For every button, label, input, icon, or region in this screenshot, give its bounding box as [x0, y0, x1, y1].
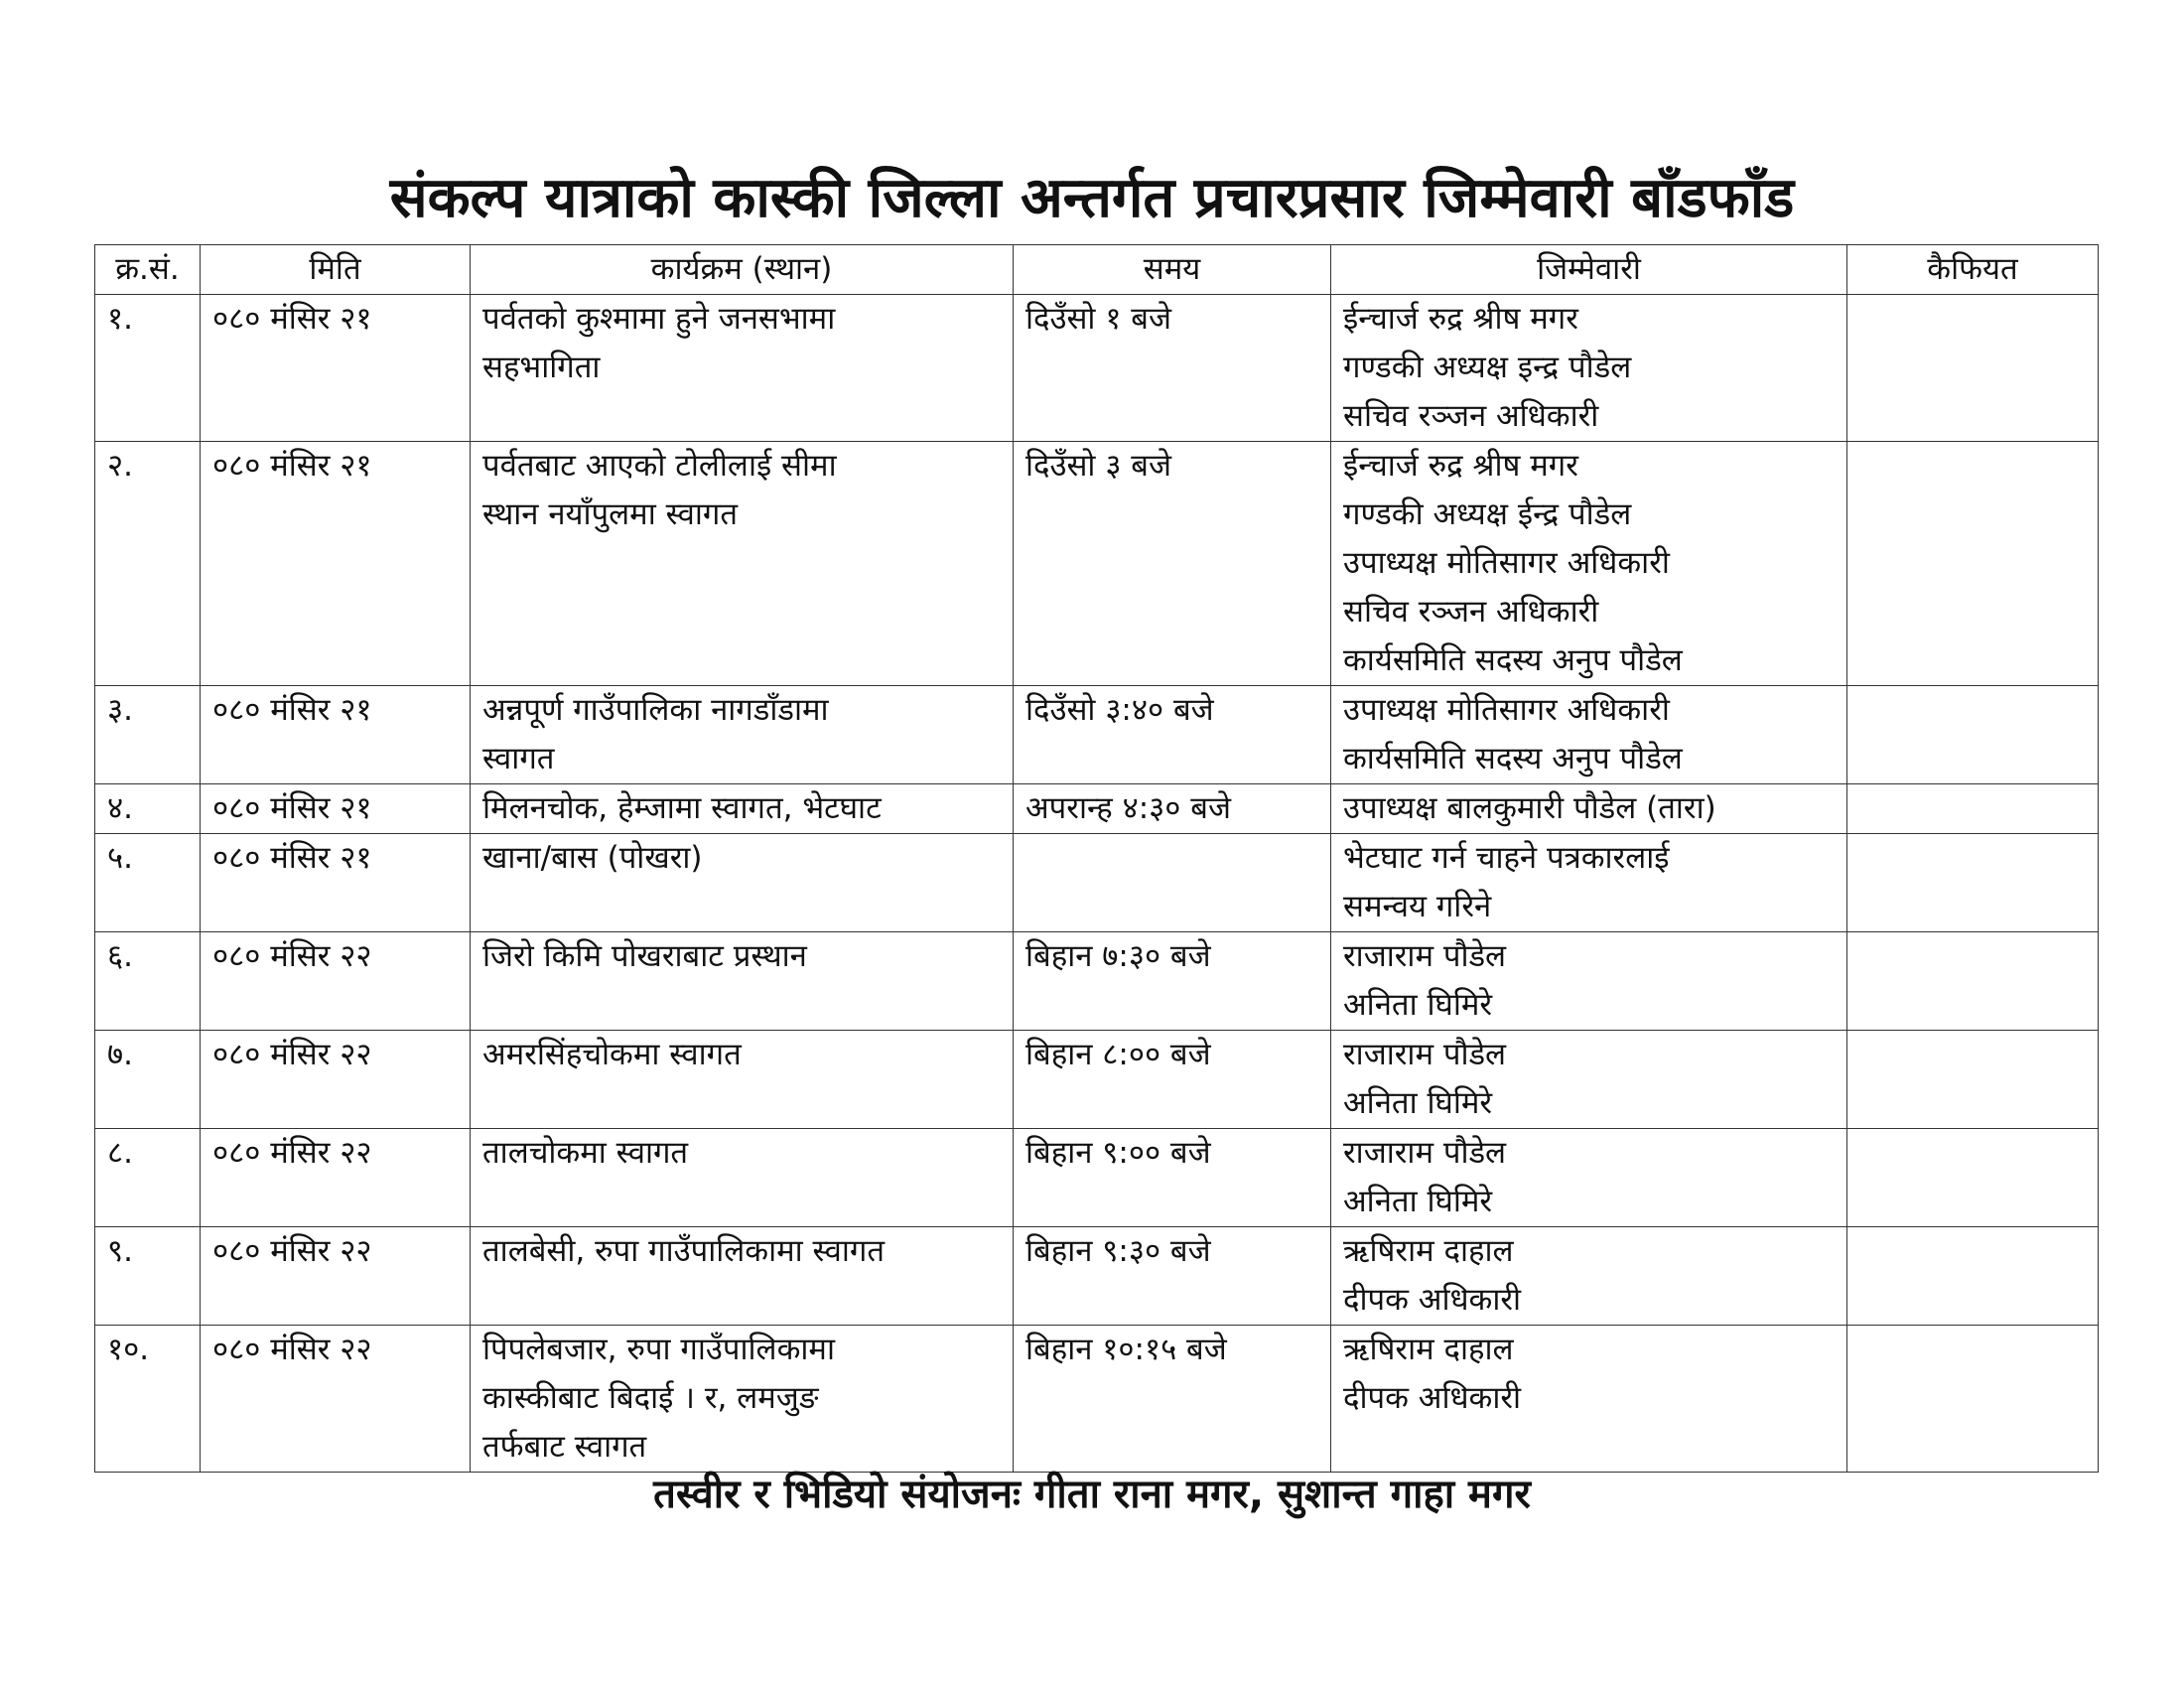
responsibility-cell — [1331, 784, 1847, 834]
time-cell: बिहान ९:३० बजे — [1014, 1227, 1331, 1326]
program-cell — [471, 834, 1014, 932]
serial-cell: ९. — [95, 1227, 201, 1326]
serial-cell: १०. — [95, 1326, 201, 1473]
time-cell: बिहान १०:१५ बजे — [1014, 1326, 1331, 1473]
program-line: अमरसिंहचोकमा स्वागत — [482, 1037, 742, 1072]
responsibility-cell — [1331, 1326, 1847, 1473]
serial-cell: २. — [95, 442, 201, 686]
program-line: तालचोकमा स्वागत — [482, 1135, 689, 1171]
schedule-table — [94, 244, 2099, 1473]
responsibility-line: कार्यसमिति सदस्य अनुप पौडेल — [1343, 642, 1683, 678]
header-date: मिति — [201, 245, 471, 295]
responsibility-cell — [1331, 1129, 1847, 1227]
responsibility-cell — [1331, 686, 1847, 784]
responsibility-line: सचिव रञ्जन अधिकारी — [1343, 594, 1599, 630]
date-cell: ०८० मंसिर २२ — [201, 932, 471, 1031]
responsibility-line: गण्डकी अध्यक्ष इन्द्र पौडेल — [1343, 350, 1632, 385]
date-cell: ०८० मंसिर २२ — [201, 1227, 471, 1326]
time-cell — [1014, 834, 1331, 932]
page-title: संकल्प यात्राको कास्की जिल्ला अन्तर्गत प्रचारप्रसार जिम्मेवारी बाँडफाँड — [389, 166, 1795, 230]
responsibility-line: उपाध्यक्ष मोतिसागर अधिकारी — [1343, 545, 1670, 581]
date-cell: ०८० मंसिर २१ — [201, 784, 471, 834]
time-cell: अपरान्ह ४:३० बजे — [1014, 784, 1331, 834]
table-row — [95, 686, 2099, 784]
responsibility-line: राजाराम पौडेल — [1343, 1135, 1507, 1171]
table-row — [95, 1031, 2099, 1129]
remarks-cell — [1847, 1227, 2099, 1326]
remarks-cell — [1847, 784, 2099, 834]
responsibility-line: ईन्चार्ज रुद्र श्रीष मगर — [1343, 301, 1578, 337]
date-cell: ०८० मंसिर २२ — [201, 1129, 471, 1227]
responsibility-cell — [1331, 932, 1847, 1031]
program-line: जिरो किमि पोखराबाट प्रस्थान — [482, 938, 807, 974]
table-row — [95, 442, 2099, 686]
table-row — [95, 834, 2099, 932]
responsibility-line: सचिव रञ्जन अधिकारी — [1343, 398, 1599, 434]
time-cell: बिहान ७:३० बजे — [1014, 932, 1331, 1031]
responsibility-line: राजाराम पौडेल — [1343, 1037, 1507, 1072]
responsibility-cell — [1331, 295, 1847, 442]
date-cell: ०८० मंसिर २२ — [201, 1326, 471, 1473]
program-line: मिलनचोक, हेम्जामा स्वागत, भेटघाट — [482, 790, 882, 826]
remarks-cell — [1847, 686, 2099, 784]
remarks-cell — [1847, 295, 2099, 442]
table-row — [95, 784, 2099, 834]
responsibility-line: ईन्चार्ज रुद्र श्रीष मगर — [1343, 448, 1578, 484]
header-responsibility: जिम्मेवारी — [1331, 245, 1847, 295]
date-cell: ०८० मंसिर २१ — [201, 686, 471, 784]
program-line: पिपलेबजार, रुपा गाउँपालिकामा — [482, 1332, 835, 1367]
date-cell: ०८० मंसिर २१ — [201, 442, 471, 686]
program-line: स्वागत — [482, 741, 555, 776]
program-line: कास्कीबाट बिदाई । र, लमजुङ — [482, 1380, 819, 1416]
remarks-cell — [1847, 932, 2099, 1031]
responsibility-line: ऋषिराम दाहाल — [1343, 1332, 1514, 1367]
program-line: तर्फबाट स्वागत — [482, 1429, 647, 1465]
program-line: पर्वतको कुश्मामा हुने जनसभामा — [482, 301, 836, 337]
responsibility-line: राजाराम पौडेल — [1343, 938, 1507, 974]
responsibility-line: अनिता घिमिरे — [1343, 987, 1493, 1023]
responsibility-cell — [1331, 1227, 1847, 1326]
responsibility-line: समन्वय गरिने — [1343, 889, 1492, 924]
program-line: अन्नपूर्ण गाउँपालिका नागडाँडामा — [482, 692, 829, 728]
program-line: तालबेसी, रुपा गाउँपालिकामा स्वागत — [482, 1233, 885, 1269]
serial-cell: १. — [95, 295, 201, 442]
program-cell — [471, 1326, 1014, 1473]
serial-cell: ५. — [95, 834, 201, 932]
responsibility-line: दीपक अधिकारी — [1343, 1380, 1522, 1416]
responsibility-cell — [1331, 1031, 1847, 1129]
time-cell: बिहान ८:०० बजे — [1014, 1031, 1331, 1129]
program-line: सहभागिता — [482, 350, 601, 385]
table-header-row — [95, 245, 2099, 295]
responsibility-line: कार्यसमिति सदस्य अनुप पौडेल — [1343, 741, 1683, 776]
program-cell — [471, 1227, 1014, 1326]
serial-cell: ६. — [95, 932, 201, 1031]
program-line: पर्वतबाट आएको टोलीलाई सीमा — [482, 448, 837, 484]
responsibility-line: गण्डकी अध्यक्ष ईन्द्र पौडेल — [1343, 496, 1632, 532]
table-row — [95, 1326, 2099, 1473]
table-row — [95, 1227, 2099, 1326]
time-cell: दिउँसो ३ बजे — [1014, 442, 1331, 686]
program-cell — [471, 686, 1014, 784]
program-cell — [471, 1031, 1014, 1129]
header-time: समय — [1014, 245, 1331, 295]
date-cell: ०८० मंसिर २१ — [201, 834, 471, 932]
program-line: स्थान नयाँपुलमा स्वागत — [482, 496, 739, 532]
header-serial: क्र.सं. — [95, 245, 201, 295]
serial-cell: ७. — [95, 1031, 201, 1129]
table-row — [95, 1129, 2099, 1227]
serial-cell: ३. — [95, 686, 201, 784]
header-remarks: कैफियत — [1847, 245, 2099, 295]
table-row — [95, 295, 2099, 442]
responsibility-line: ऋषिराम दाहाल — [1343, 1233, 1514, 1269]
responsibility-line: भेटघाट गर्न चाहने पत्रकारलाई — [1343, 840, 1670, 876]
responsibility-line: उपाध्यक्ष मोतिसागर अधिकारी — [1343, 692, 1670, 728]
responsibility-cell — [1331, 834, 1847, 932]
time-cell: बिहान ९:०० बजे — [1014, 1129, 1331, 1227]
remarks-cell — [1847, 1326, 2099, 1473]
header-program: कार्यक्रम (स्थान) — [471, 245, 1014, 295]
program-cell — [471, 295, 1014, 442]
time-cell: दिउँसो १ बजे — [1014, 295, 1331, 442]
remarks-cell — [1847, 442, 2099, 686]
responsibility-line: अनिता घिमिरे — [1343, 1184, 1493, 1219]
remarks-cell — [1847, 834, 2099, 932]
table-row — [95, 932, 2099, 1031]
footer-credit: तस्वीर र भिडियो संयोजनः गीता राना मगर, सुशान्त गाहा मगर — [653, 1472, 1531, 1517]
remarks-cell — [1847, 1129, 2099, 1227]
responsibility-line: दीपक अधिकारी — [1343, 1282, 1522, 1318]
program-cell — [471, 1129, 1014, 1227]
program-line: खाना/बास (पोखरा) — [482, 840, 703, 876]
date-cell: ०८० मंसिर २१ — [201, 295, 471, 442]
responsibility-line: अनिता घिमिरे — [1343, 1085, 1493, 1121]
table-body — [95, 295, 2099, 1473]
date-cell: ०८० मंसिर २२ — [201, 1031, 471, 1129]
serial-cell: ८. — [95, 1129, 201, 1227]
responsibility-line: उपाध्यक्ष बालकुमारी पौडेल (तारा) — [1343, 790, 1716, 826]
time-cell: दिउँसो ३:४० बजे — [1014, 686, 1331, 784]
serial-cell: ४. — [95, 784, 201, 834]
responsibility-cell — [1331, 442, 1847, 686]
remarks-cell — [1847, 1031, 2099, 1129]
program-cell — [471, 784, 1014, 834]
program-cell — [471, 932, 1014, 1031]
program-cell — [471, 442, 1014, 686]
